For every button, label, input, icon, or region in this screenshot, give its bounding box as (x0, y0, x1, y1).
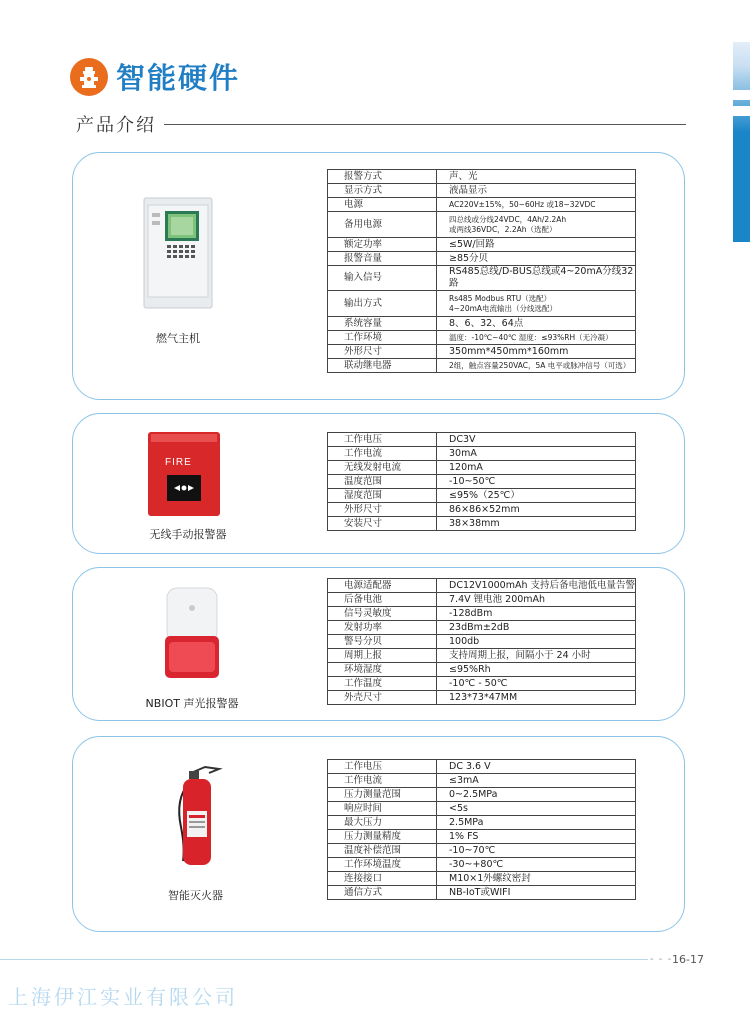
spec-key: 联动继电器 (328, 359, 437, 373)
table-row (328, 579, 636, 593)
table-row (328, 635, 636, 649)
spec-key: 报警音量 (328, 252, 437, 266)
spec-key: 温度补偿范围 (328, 844, 437, 858)
spec-table-nbiot-alarm (327, 578, 636, 705)
table-row (328, 461, 636, 475)
spec-value: Rs485 Modbus RTU（选配） 4~20mA电流输出（分线选配） (437, 291, 636, 317)
spec-key: 工作电压 (328, 433, 437, 447)
spec-key: 电源 (328, 198, 437, 212)
table-row (328, 691, 636, 705)
spec-key: 最大压力 (328, 816, 437, 830)
spec-value: DC 3.6 V (437, 760, 636, 774)
spec-value: M10×1外螺纹密封 (437, 872, 636, 886)
spec-value: 86×86×52mm (437, 503, 636, 517)
manual-alarm-image (147, 431, 221, 517)
spec-table-manual-alarm (327, 432, 636, 531)
spec-value: 123*73*47MM (437, 691, 636, 705)
spec-key: 报警方式 (328, 170, 437, 184)
table-row (328, 621, 636, 635)
spec-key: 输入信号 (328, 266, 437, 291)
spec-value: 2.5MPa (437, 816, 636, 830)
table-row (328, 663, 636, 677)
footer-divider (0, 959, 648, 960)
product-card-extinguisher (72, 736, 685, 932)
product-card-gas-host (72, 152, 685, 400)
spec-key: 电源适配器 (328, 579, 437, 593)
spec-key: 工作电压 (328, 760, 437, 774)
table-row (328, 830, 636, 844)
spec-value: 温度：-10℃~40℃ 湿度：≤93%RH（无冷凝） (437, 331, 636, 345)
spec-table-gas-host (327, 169, 636, 373)
spec-value: -128dBm (437, 607, 636, 621)
spec-value: DC3V (437, 433, 636, 447)
section-header (70, 56, 240, 97)
spec-key: 工作环境 (328, 331, 437, 345)
table-row (328, 212, 636, 238)
spec-value: 声、光 (437, 170, 636, 184)
spec-key: 周期上报 (328, 649, 437, 663)
spec-key: 响应时间 (328, 802, 437, 816)
spec-value: 350mm*450mm*160mm (437, 345, 636, 359)
table-row (328, 760, 636, 774)
extinguisher-image (171, 763, 223, 869)
table-row (328, 475, 636, 489)
spec-key: 压力测量精度 (328, 830, 437, 844)
divider (164, 124, 686, 125)
table-row (328, 816, 636, 830)
table-row (328, 649, 636, 663)
spec-key: 输出方式 (328, 291, 437, 317)
spec-value: 23dBm±2dB (437, 621, 636, 635)
spec-value: NB-IoT或WIFI (437, 886, 636, 900)
product-name: 智能灭火器 (168, 889, 223, 902)
spec-key: 连接接口 (328, 872, 437, 886)
subtitle-row (76, 111, 686, 137)
table-row (328, 788, 636, 802)
table-row (328, 677, 636, 691)
spec-value: 8、6、32、64点 (437, 317, 636, 331)
spec-value: 0~2.5MPa (437, 788, 636, 802)
spec-value: RS485总线/D-BUS总线或4~20mA分线32路 (437, 266, 636, 291)
spec-key: 发射功率 (328, 621, 437, 635)
table-row (328, 774, 636, 788)
section-subtitle: 产品介绍 (76, 115, 156, 136)
spec-key: 温度范围 (328, 475, 437, 489)
spec-value: 120mA (437, 461, 636, 475)
product-name: 燃气主机 (156, 332, 200, 345)
product-card-nbiot-alarm (72, 567, 685, 721)
spec-key: 工作电流 (328, 447, 437, 461)
fire-label: FIRE (165, 457, 192, 468)
spec-key: 额定功率 (328, 238, 437, 252)
spec-key: 系统容量 (328, 317, 437, 331)
spec-value: ≤95%Rh (437, 663, 636, 677)
spec-value: 30mA (437, 447, 636, 461)
spec-key: 湿度范围 (328, 489, 437, 503)
table-row (328, 238, 636, 252)
spec-key: 备用电源 (328, 212, 437, 238)
spec-key: 环境湿度 (328, 663, 437, 677)
table-row (328, 433, 636, 447)
table-row (328, 291, 636, 317)
table-row (328, 593, 636, 607)
spec-key: 通信方式 (328, 886, 437, 900)
table-row (328, 170, 636, 184)
company-name: 上海伊江实业有限公司 (8, 985, 238, 1009)
table-row (328, 359, 636, 373)
table-row (328, 331, 636, 345)
spec-key: 压力测量范围 (328, 788, 437, 802)
table-row (328, 447, 636, 461)
spec-value: <5s (437, 802, 636, 816)
footer-dots: - - - (650, 954, 673, 965)
page-title: 智能硬件 (116, 61, 241, 95)
spec-value: 38×38mm (437, 517, 636, 531)
spec-value: ≤95%（25℃） (437, 489, 636, 503)
spec-key: 工作环境温度 (328, 858, 437, 872)
spec-key: 安装尺寸 (328, 517, 437, 531)
table-row (328, 317, 636, 331)
spec-value: 7.4V 锂电池 200mAh (437, 593, 636, 607)
table-row (328, 184, 636, 198)
spec-value: 100db (437, 635, 636, 649)
product-name: NBIOT 声光报警器 (145, 697, 239, 710)
hydrant-logo-icon (70, 58, 108, 96)
table-row (328, 802, 636, 816)
spec-value: -10℃ - 50℃ (437, 677, 636, 691)
spec-value: 支持周期上报，间隔小于 24 小时 (437, 649, 636, 663)
side-tab-decoration (733, 42, 750, 242)
table-row (328, 844, 636, 858)
spec-value: -30~+80℃ (437, 858, 636, 872)
spec-key: 外壳尺寸 (328, 691, 437, 705)
table-row (328, 489, 636, 503)
spec-table-extinguisher (327, 759, 636, 900)
table-row (328, 517, 636, 531)
table-row (328, 607, 636, 621)
product-name: 无线手动报警器 (149, 528, 227, 541)
table-row (328, 345, 636, 359)
spec-key: 警号分贝 (328, 635, 437, 649)
spec-key: 工作温度 (328, 677, 437, 691)
spec-value: 液晶显示 (437, 184, 636, 198)
spec-value: -10~70℃ (437, 844, 636, 858)
product-card-manual-alarm (72, 413, 685, 554)
table-row (328, 266, 636, 291)
spec-value: ≤3mA (437, 774, 636, 788)
gas-host-image (143, 197, 213, 309)
nbiot-alarm-image (161, 586, 223, 682)
spec-key: 外形尺寸 (328, 345, 437, 359)
table-row (328, 886, 636, 900)
spec-value: 2组，触点容量250VAC，5A 电平或脉冲信号（可选） (437, 359, 636, 373)
spec-value: -10~50℃ (437, 475, 636, 489)
spec-key: 信号灵敏度 (328, 607, 437, 621)
spec-key: 无线发射电流 (328, 461, 437, 475)
table-row (328, 858, 636, 872)
spec-value: ≥85分贝 (437, 252, 636, 266)
table-row (328, 198, 636, 212)
spec-value: ≤5W/回路 (437, 238, 636, 252)
table-row (328, 503, 636, 517)
spec-value: DC12V1000mAh 支持后备电池低电量告警 (437, 579, 636, 593)
spec-value: 1% FS (437, 830, 636, 844)
spec-key: 后备电池 (328, 593, 437, 607)
table-row (328, 872, 636, 886)
spec-value: 四总线或分线24VDC，4Ah/2.2Ah 或两线36VDC，2.2Ah（选配） (437, 212, 636, 238)
spec-key: 外形尺寸 (328, 503, 437, 517)
spec-value: AC220V±15%，50~60Hz 或18~32VDC (437, 198, 636, 212)
spec-key: 工作电流 (328, 774, 437, 788)
spec-key: 显示方式 (328, 184, 437, 198)
page-number: 16-17 (672, 953, 704, 966)
table-row (328, 252, 636, 266)
